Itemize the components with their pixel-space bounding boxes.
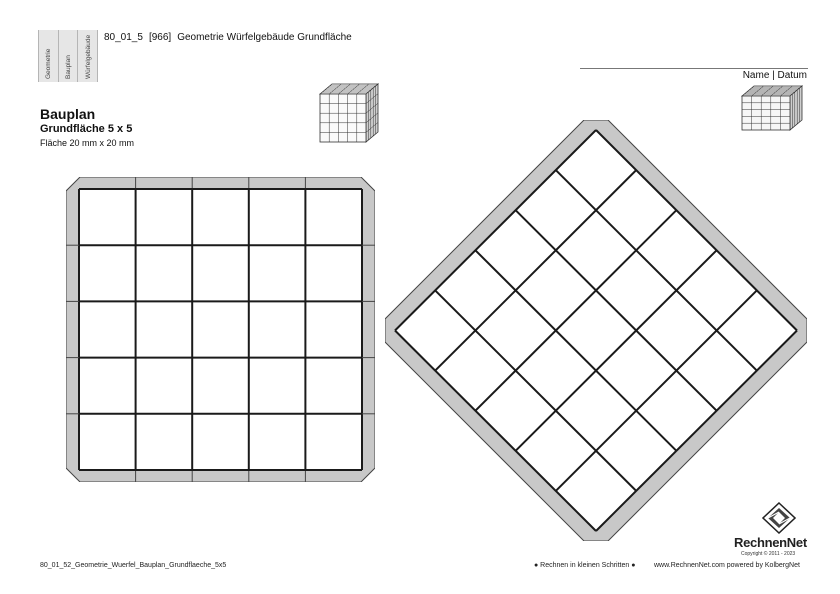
name-date-line xyxy=(580,68,808,69)
cube-5x5-icon xyxy=(316,82,382,146)
name-date-label: Name | Datum xyxy=(742,70,807,81)
side-tab-label: Würfelgebäude xyxy=(84,34,92,79)
page-header xyxy=(104,32,358,43)
worksheet-id: [966] xyxy=(148,32,172,43)
footer-filename: 80_01_52_Geometrie_Wuerfel_Bauplan_Grundflaeche_5x5 xyxy=(40,562,227,569)
side-tab-label: Geometrie xyxy=(45,48,53,79)
footer-site: www.RechnenNet.com powered by KolbergNet xyxy=(654,562,800,569)
side-tab xyxy=(38,30,59,82)
side-tab xyxy=(59,30,79,82)
worksheet-heading: Geometrie Würfelgebäude Grundfläche xyxy=(177,32,352,43)
rechnennet-logo-icon xyxy=(762,502,796,534)
side-tab-label: Bauplan xyxy=(65,55,72,79)
footer-slogan: ● Rechnen in kleinen Schritten ● xyxy=(534,562,636,569)
worksheet-subtitle: Grundfläche 5 x 5 xyxy=(40,123,133,135)
side-tab xyxy=(78,30,98,82)
worksheet-code: 80_01_5 xyxy=(104,32,143,43)
diamond-grid-plan xyxy=(385,120,807,541)
side-tabs xyxy=(38,30,98,82)
logo-copyright: Copyright © 2011 - 2023 xyxy=(741,551,796,557)
worksheet-title: Bauplan xyxy=(40,106,96,122)
worksheet-info: Fläche 20 mm x 20 mm xyxy=(40,138,135,148)
logo-name: RechnenNet xyxy=(734,535,807,550)
square-grid-plan xyxy=(66,177,375,482)
